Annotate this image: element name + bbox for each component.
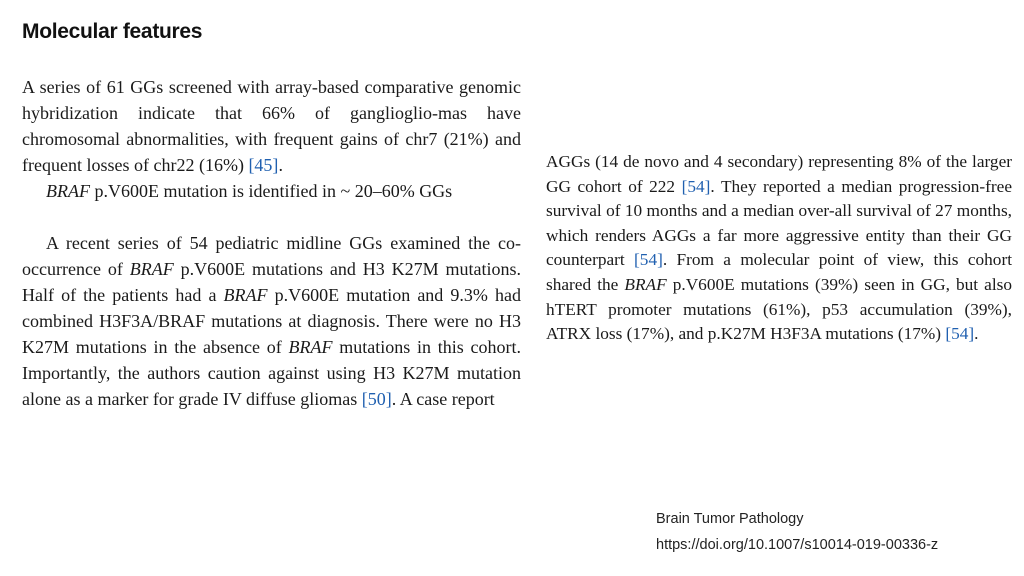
paragraph-agg — [546, 150, 1012, 347]
left-column-top — [22, 74, 521, 204]
source-journal: Brain Tumor Pathology — [656, 511, 804, 527]
gene-name: BRAF — [288, 337, 333, 357]
gene-name: BRAF — [223, 285, 268, 305]
source-doi[interactable]: https://doi.org/10.1007/s10014-019-00336-z — [656, 537, 939, 553]
section-heading: Molecular features — [22, 20, 203, 43]
text-span: mutations in this cohort. Importantly, the authors caution against using H3 K27M mutation alone as a marker for grade IV diffuse gliomas — [22, 337, 521, 409]
text-span: p.V600E mutations and H3 K27M mutations. Half of the patients had a — [22, 259, 521, 305]
citation-link-54[interactable]: [54] — [681, 176, 711, 196]
gene-name: BRAF — [46, 181, 90, 201]
citation-link-54[interactable]: [54] — [634, 250, 663, 270]
right-column — [546, 150, 1012, 347]
citation-link-50[interactable]: [50] — [361, 389, 392, 409]
text-span: A series of 61 GGs screened with array-based comparative genomic hybridization indicate that 66% of ganglioglio-mas have chromosomal abnormalities, with frequent gains of chr7 (21%) and frequent losses of chr22 (16%) — [22, 77, 521, 175]
text-span: . — [278, 155, 283, 175]
text-span: . From a molecular point of view, this cohort shared the — [546, 250, 1012, 294]
text-span: p.V600E mutation and 9.3% had combined H3F3A/BRAF mutations at diagnosis. There were no H3 K27M mutations in the absence of — [22, 285, 521, 357]
gene-name: BRAF — [624, 274, 667, 294]
text-span: p.V600E mutations (39%) seen in GG, but also hTERT promoter mutations (61%), p53 accumulation (39%), ATRX loss (17%), and p.K27M H3F3A mutations (17%) — [546, 274, 1012, 344]
left-column-bottom — [22, 230, 521, 412]
text-span: . They reported a median progression-free survival of 10 months and a median over-all survival of 27 months, which renders AGGs a far more aggressive entity than their GG counterpart — [546, 176, 1012, 270]
citation-link-45[interactable]: [45] — [248, 155, 279, 175]
gene-name: BRAF — [129, 259, 174, 279]
text-span: . A case report — [391, 389, 495, 409]
text-span: p.V600E mutation is identified in ~ 20–60% GGs — [89, 181, 453, 201]
paragraph-midline — [22, 230, 521, 412]
paragraph-cgh — [22, 74, 521, 178]
citation-link-54[interactable]: [54] — [945, 324, 975, 344]
text-span: . — [974, 324, 979, 344]
paragraph-braf — [22, 178, 521, 204]
text-span: A recent series of 54 pediatric midline GGs examined the co-occurrence of — [22, 233, 521, 279]
text-span: AGGs (14 de novo and 4 secondary) representing 8% of the larger GG cohort of 222 — [546, 152, 1012, 196]
